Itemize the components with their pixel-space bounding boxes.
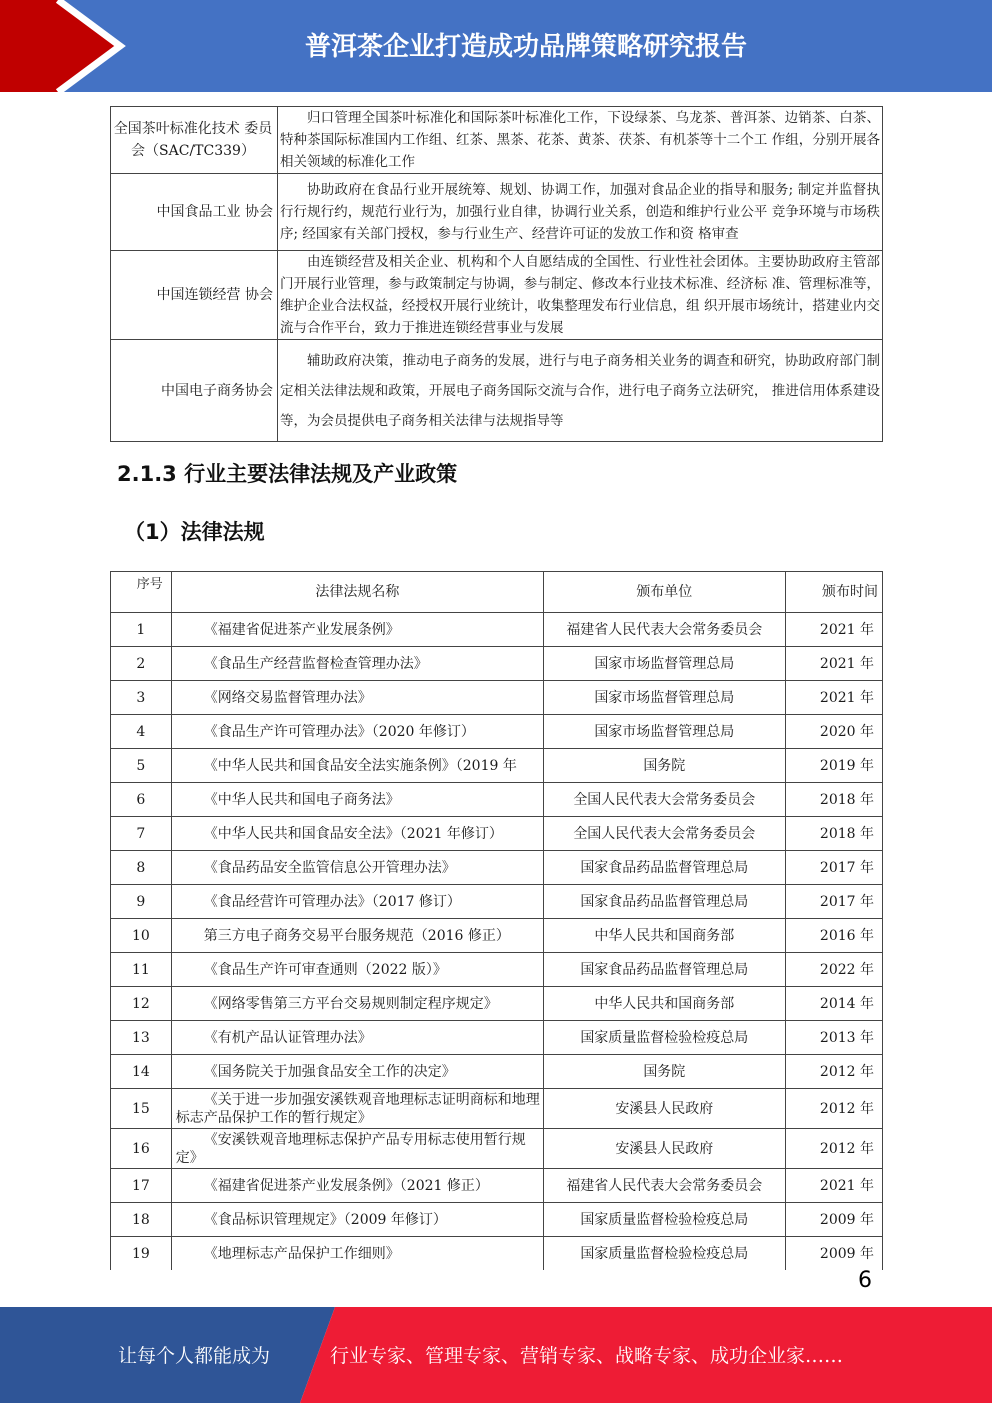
table-row xyxy=(111,340,883,442)
year: 2012 年 xyxy=(785,1055,882,1089)
table-row xyxy=(111,681,883,715)
table-row xyxy=(111,251,883,340)
section-heading: 2.1.3 行业主要法律法规及产业政策 xyxy=(117,462,458,486)
table-row xyxy=(111,953,883,987)
table-row xyxy=(111,647,883,681)
header-name: 法律法规名称 xyxy=(171,572,543,613)
issuer: 福建省人民代表大会常务委员会 xyxy=(543,1169,785,1203)
law-name: 《食品生产许可管理办法》（2020 年修订） xyxy=(171,715,543,749)
issuer: 国家食品药品监督管理总局 xyxy=(543,953,785,987)
year: 2021 年 xyxy=(785,613,882,647)
issuer: 国家食品药品监督管理总局 xyxy=(543,851,785,885)
law-name: 《网络零售第三方平台交易规则制定程序规定》 xyxy=(171,987,543,1021)
year: 2014 年 xyxy=(785,987,882,1021)
table-row xyxy=(111,1237,883,1271)
year: 2012 年 xyxy=(785,1089,882,1129)
organization-table xyxy=(110,106,883,442)
law-name: 《中华人民共和国食品安全法实施条例》（2019 年 xyxy=(171,749,543,783)
report-title: 普洱茶企业打造成功品牌策略研究报告 xyxy=(304,32,747,62)
law-name: 《国务院关于加强食品安全工作的决定》 xyxy=(171,1055,543,1089)
table-row xyxy=(111,749,883,783)
year: 2012 年 xyxy=(785,1129,882,1169)
org-description: 归口管理全国茶叶标准化和国际茶叶标准化工作，下设绿茶、乌龙茶、普洱茶、边销茶、白茶、特种茶国际标准国内工作组、红茶、黑茶、花茶、黄茶、茯茶、有机茶等十二个工 作组，分别开展各相关领域的标准化工作 xyxy=(278,107,883,174)
header-no: 序号 xyxy=(111,572,172,613)
year: 2020 年 xyxy=(785,715,882,749)
year: 2022 年 xyxy=(785,953,882,987)
row-no: 15 xyxy=(111,1089,172,1129)
issuer: 安溪县人民政府 xyxy=(543,1089,785,1129)
table-row xyxy=(111,987,883,1021)
issuer: 国家市场监督管理总局 xyxy=(543,647,785,681)
org-name: 中国连锁经营 协会 xyxy=(111,251,278,340)
row-no: 8 xyxy=(111,851,172,885)
row-no: 11 xyxy=(111,953,172,987)
page-header xyxy=(0,0,992,92)
law-name: 《有机产品认证管理办法》 xyxy=(171,1021,543,1055)
header-year: 颁布时间 xyxy=(785,572,882,613)
law-name: 第三方电子商务交易平台服务规范（2016 修正） xyxy=(171,919,543,953)
year: 2021 年 xyxy=(785,681,882,715)
issuer: 国家市场监督管理总局 xyxy=(543,681,785,715)
year: 2013 年 xyxy=(785,1021,882,1055)
issuer: 福建省人民代表大会常务委员会 xyxy=(543,613,785,647)
laws-table xyxy=(110,571,883,1270)
row-no: 14 xyxy=(111,1055,172,1089)
issuer: 国家食品药品监督管理总局 xyxy=(543,885,785,919)
table-row xyxy=(111,174,883,251)
law-name: 《关于进一步加强安溪铁观音地理标志证明商标和地理 标志产品保护工作的暂行规定》 xyxy=(171,1089,543,1129)
table-row xyxy=(111,851,883,885)
table-row xyxy=(111,919,883,953)
law-name: 《食品生产经营监督检查管理办法》 xyxy=(171,647,543,681)
issuer: 国务院 xyxy=(543,749,785,783)
law-name: 《食品标识管理规定》（2009 年修订） xyxy=(171,1203,543,1237)
org-description: 协助政府在食品行业开展统筹、规划、协调工作，加强对食品企业的指导和服务; 制定并监督执行行规行约，规范行业行为，加强行业自律，协调行业关系，创造和维护行业公平 竞争环境与市场秩序; 经国家有关部门授权，参与行业生产、经营许可证的发放工作和资 格审查 xyxy=(278,174,883,251)
law-name: 《中华人民共和国电子商务法》 xyxy=(171,783,543,817)
issuer: 安溪县人民政府 xyxy=(543,1129,785,1169)
table-row xyxy=(111,1021,883,1055)
row-no: 3 xyxy=(111,681,172,715)
issuer: 国家质量监督检验检疫总局 xyxy=(543,1021,785,1055)
year: 2009 年 xyxy=(785,1203,882,1237)
row-no: 2 xyxy=(111,647,172,681)
row-no: 12 xyxy=(111,987,172,1021)
year: 2018 年 xyxy=(785,817,882,851)
year: 2017 年 xyxy=(785,885,882,919)
year: 2019 年 xyxy=(785,749,882,783)
row-no: 1 xyxy=(111,613,172,647)
law-name: 《食品经营许可管理办法》（2017 修订） xyxy=(171,885,543,919)
year: 2009 年 xyxy=(785,1237,882,1271)
year: 2016 年 xyxy=(785,919,882,953)
issuer: 全国人民代表大会常务委员会 xyxy=(543,817,785,851)
table-row xyxy=(111,107,883,174)
org-name: 中国电子商务协会 xyxy=(111,340,278,442)
law-name: 《中华人民共和国食品安全法》（2021 年修订） xyxy=(171,817,543,851)
row-no: 17 xyxy=(111,1169,172,1203)
law-name: 《食品药品安全监管信息公开管理办法》 xyxy=(171,851,543,885)
table-row xyxy=(111,1169,883,1203)
row-no: 6 xyxy=(111,783,172,817)
table-header-row xyxy=(111,572,883,613)
org-description: 辅助政府决策，推动电子商务的发展，进行与电子商务相关业务的调查和研究，协助政府部门制定相关法律法规和政策，开展电子商务国际交流与合作，进行电子商务立法研究， 推进信用体系建设等，为会员提供电子商务相关法律与法规指导等 xyxy=(278,340,883,442)
table-row xyxy=(111,1089,883,1129)
law-name: 《福建省促进茶产业发展条例》（2021 修正） xyxy=(171,1169,543,1203)
law-name: 《食品生产许可审查通则（2022 版）》 xyxy=(171,953,543,987)
issuer: 中华人民共和国商务部 xyxy=(543,987,785,1021)
org-description: 由连锁经营及相关企业、机构和个人自愿结成的全国性、行业性社会团体。主要协助政府主管部门开展行业管理，参与政策制定与协调，参与制定、修改本行业技术标准、经济标 准、管理标准等，维护企业合法权益，经授权开展行业统计，收集整理发布行业信息，组 织开展市场统计，搭建业内交流与合作平台，致力于推进连锁经营事业与发展 xyxy=(278,251,883,340)
row-no: 19 xyxy=(111,1237,172,1271)
issuer: 国家质量监督检验检疫总局 xyxy=(543,1203,785,1237)
row-no: 16 xyxy=(111,1129,172,1169)
footer-slogan-left: 让每个人都能成为 xyxy=(118,1345,271,1367)
law-name: 《网络交易监督管理办法》 xyxy=(171,681,543,715)
subsection-heading: （1）法律法规 xyxy=(124,520,265,544)
org-name: 中国食品工业 协会 xyxy=(111,174,278,251)
table-row xyxy=(111,1203,883,1237)
table-row xyxy=(111,613,883,647)
header-issuer: 颁布单位 xyxy=(543,572,785,613)
table-row xyxy=(111,1055,883,1089)
law-name: 《福建省促进茶产业发展条例》 xyxy=(171,613,543,647)
footer-slogan-right: 行业专家、管理专家、营销专家、战略专家、成功企业家…… xyxy=(330,1345,844,1367)
row-no: 7 xyxy=(111,817,172,851)
issuer: 国家市场监督管理总局 xyxy=(543,715,785,749)
year: 2021 年 xyxy=(785,647,882,681)
row-no: 4 xyxy=(111,715,172,749)
year: 2018 年 xyxy=(785,783,882,817)
table-row xyxy=(111,885,883,919)
row-no: 5 xyxy=(111,749,172,783)
issuer: 国家质量监督检验检疫总局 xyxy=(543,1237,785,1271)
issuer: 国务院 xyxy=(543,1055,785,1089)
year: 2017 年 xyxy=(785,851,882,885)
issuer: 全国人民代表大会常务委员会 xyxy=(543,783,785,817)
row-no: 18 xyxy=(111,1203,172,1237)
org-name: 全国茶叶标准化技术 委员会（SAC/TC339） xyxy=(111,107,278,174)
law-name: 《安溪铁观音地理标志保护产品专用标志使用暂行规定》 xyxy=(171,1129,543,1169)
table-row xyxy=(111,817,883,851)
table-row xyxy=(111,783,883,817)
row-no: 9 xyxy=(111,885,172,919)
page-footer xyxy=(0,1307,992,1403)
row-no: 13 xyxy=(111,1021,172,1055)
page-number: 6 xyxy=(858,1268,872,1293)
law-name: 《地理标志产品保护工作细则》 xyxy=(171,1237,543,1271)
year: 2021 年 xyxy=(785,1169,882,1203)
table-row xyxy=(111,1129,883,1169)
issuer: 中华人民共和国商务部 xyxy=(543,919,785,953)
table-row xyxy=(111,715,883,749)
row-no: 10 xyxy=(111,919,172,953)
